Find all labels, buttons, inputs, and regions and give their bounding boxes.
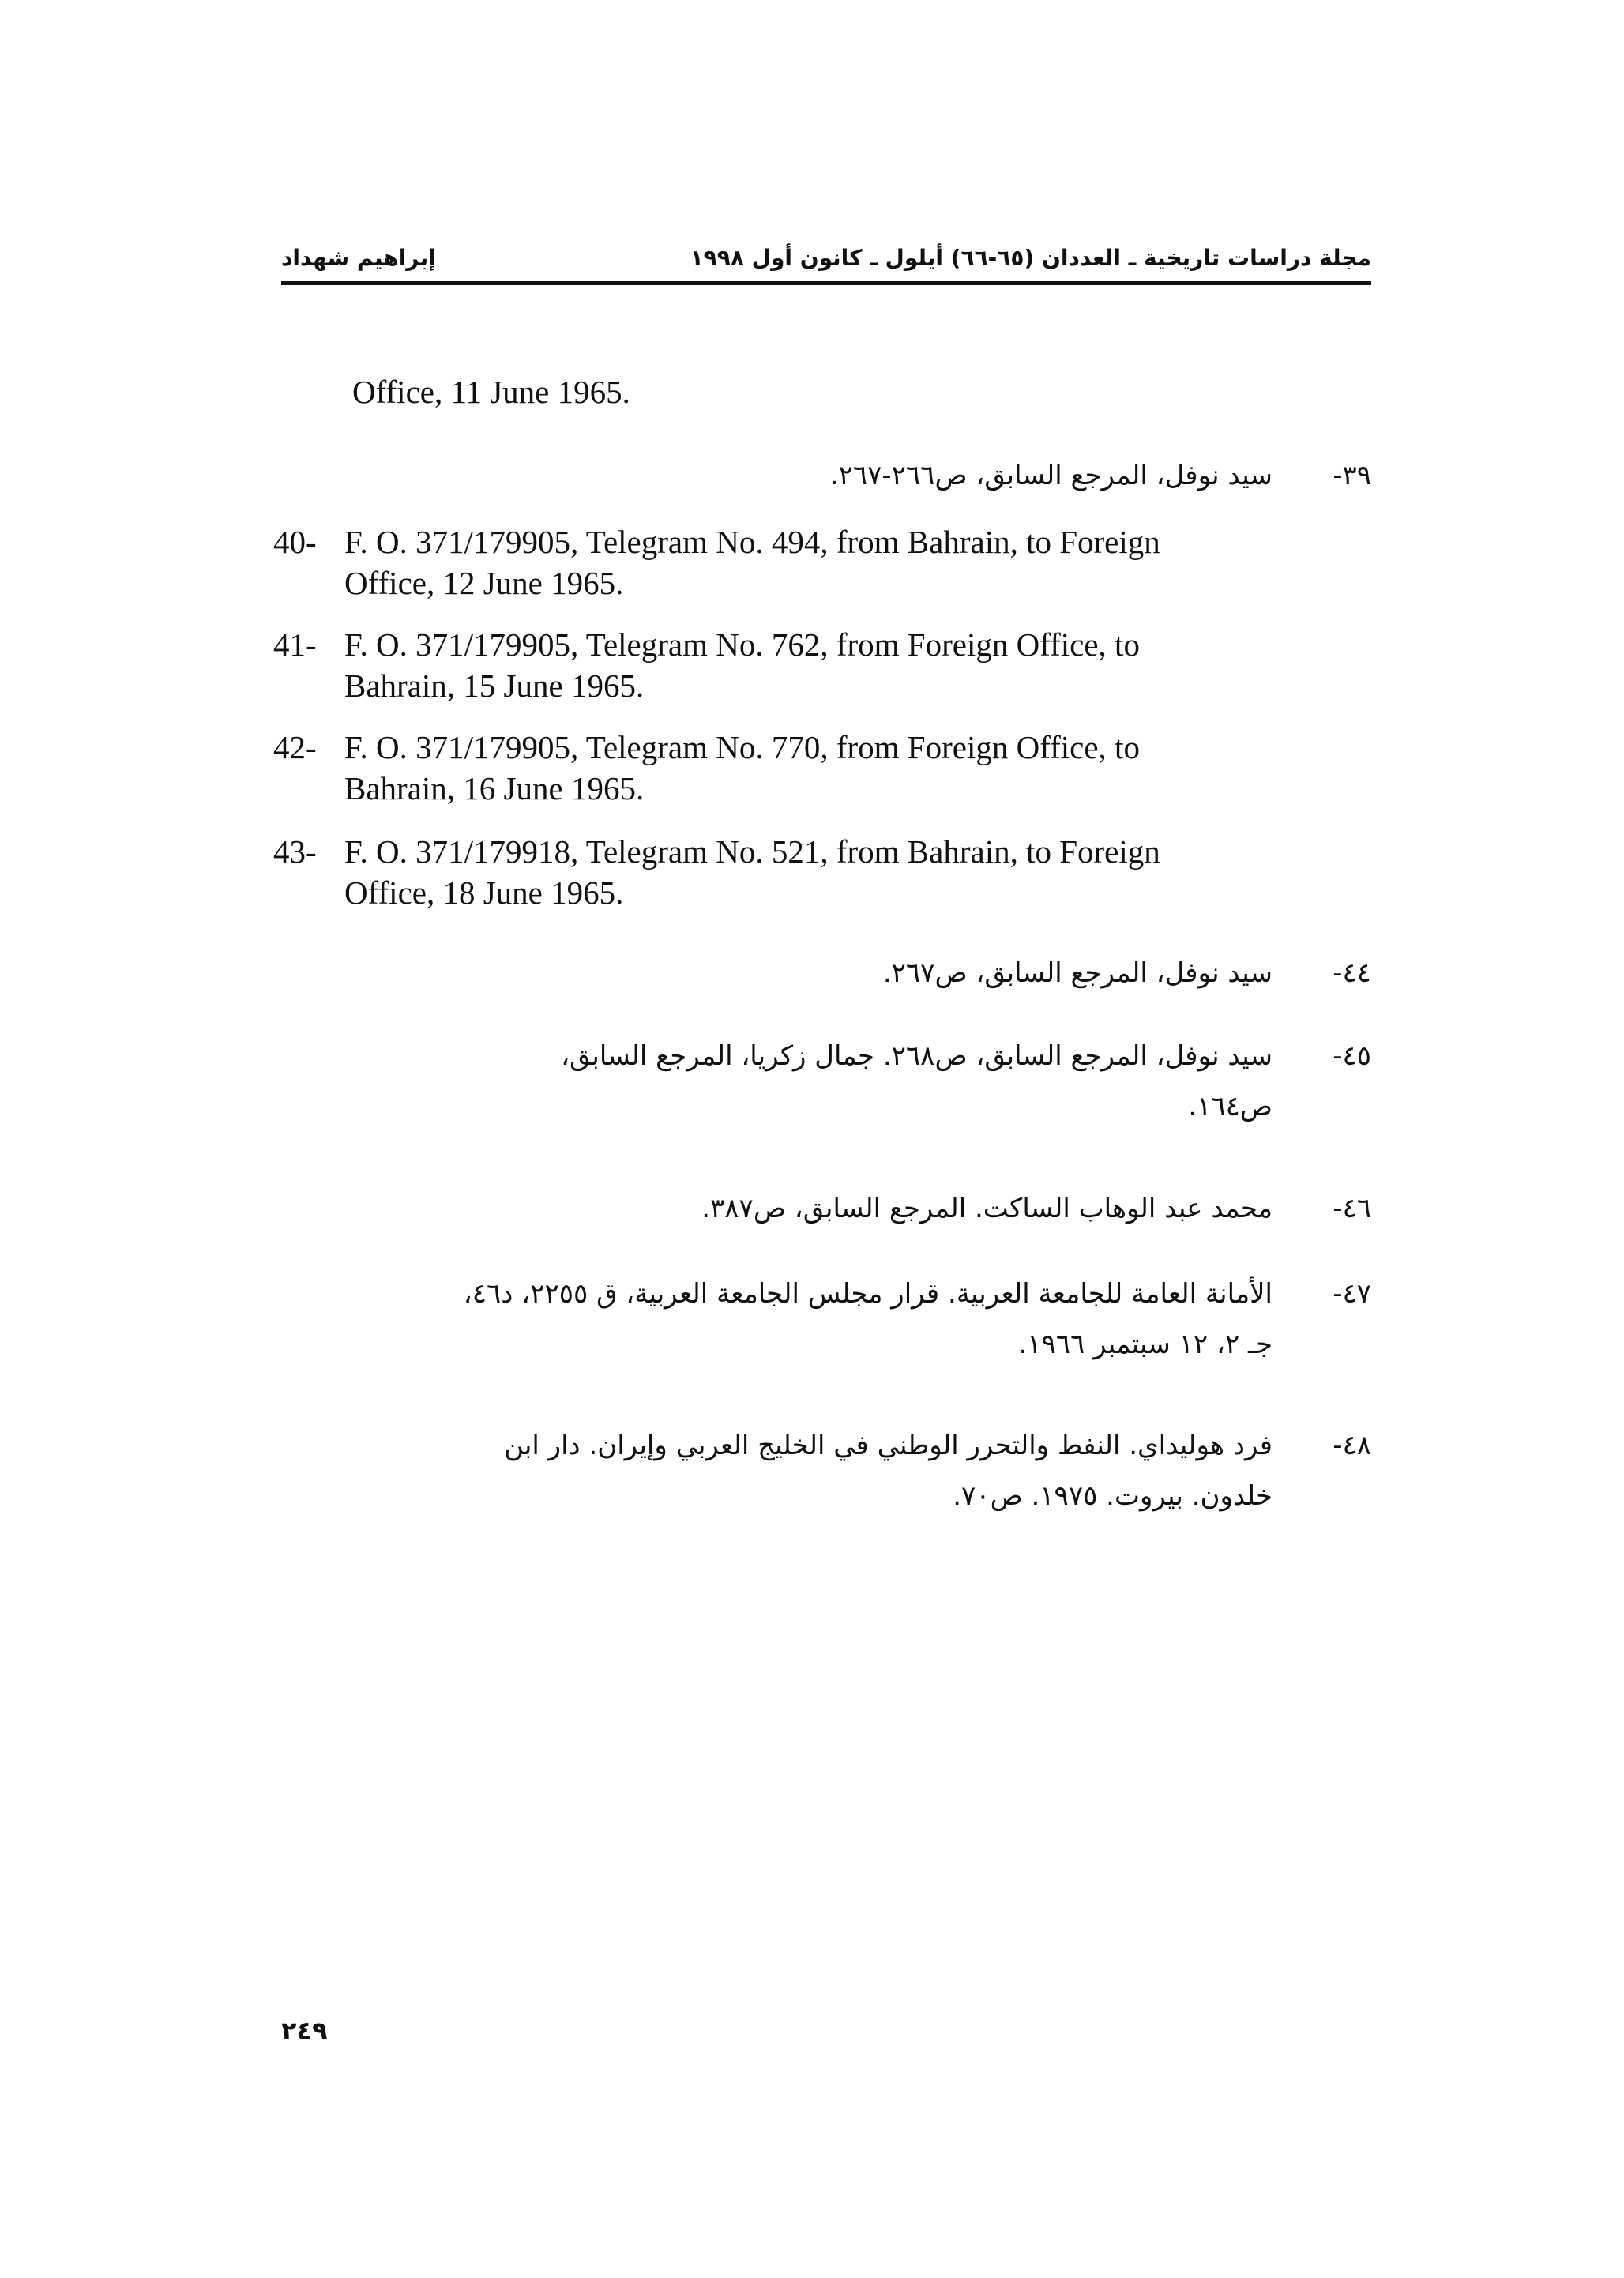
continuation-text (352, 371, 630, 412)
note-text: سيد نوفل، المرجع السابق، ص٢٦٦-٢٦٧. (829, 460, 1273, 491)
continuation-line: Office, 11 June 1965. (352, 374, 630, 410)
note-text-line1: فرد هوليداي. النفط والتحرر الوطني في الخليج العربي وإيران. دار ابن (504, 1430, 1273, 1461)
note-number: 43- (273, 833, 317, 870)
note-text-line1: محمد عبد الوهاب الساكت. المرجع السابق، ص٣٨٧. (701, 1193, 1273, 1224)
note-number: 40- (273, 524, 317, 560)
note-text-line1: F. O. 371/179905, Telegram No. 494, from Bahrain, to Foreign (344, 524, 1160, 560)
note-number: ٣٩- (1333, 460, 1371, 491)
page-number: ٢٤٩ (281, 2016, 328, 2046)
note-text-line1: F. O. 371/179905, Telegram No. 762, from Foreign Office, to (344, 626, 1140, 663)
note-text-line2: Office, 12 June 1965. (344, 565, 624, 601)
note-text-line2: ص١٦٤. (1188, 1091, 1273, 1122)
note-number: ٤٥- (1333, 1040, 1371, 1072)
note-text-line2: Office, 18 June 1965. (344, 874, 624, 911)
note-text-line2: جـ ٢، ١٢ سبتمبر ١٩٦٦. (1018, 1329, 1273, 1360)
header-rule (281, 281, 1371, 285)
note-number: ٤٨- (1333, 1430, 1371, 1461)
note-text-line1: سيد نوفل، المرجع السابق، ص٢٦٧. (882, 957, 1273, 989)
note-number: 42- (273, 729, 317, 765)
note-text-line1: سيد نوفل، المرجع السابق، ص٢٦٨. جمال زكريا، المرجع السابق، (561, 1040, 1273, 1072)
note-number: ٤٤- (1333, 957, 1371, 989)
note-text-line2: Bahrain, 16 June 1965. (344, 770, 645, 806)
author-name: إبراهيم شهداد (281, 245, 436, 271)
note-text-line2: خلدون. بيروت. ١٩٧٥. ص٧٠. (953, 1480, 1273, 1512)
note-text-line1: F. O. 371/179905, Telegram No. 770, from Foreign Office, to (344, 729, 1140, 765)
note-number: ٤٧- (1333, 1278, 1371, 1310)
journal-title: مجلة دراسات تاريخية ـ العددان (٦٥-٦٦) أيلول ـ كانون أول ١٩٩٨ (690, 245, 1371, 271)
note-number: ٤٦- (1333, 1193, 1371, 1224)
running-header (281, 237, 1371, 284)
note-text-line1: F. O. 371/179918, Telegram No. 521, from Bahrain, to Foreign (344, 833, 1160, 870)
note-text-line2: Bahrain, 15 June 1965. (344, 667, 645, 704)
note-number: 41- (273, 626, 317, 663)
note-text-line1: الأمانة العامة للجامعة العربية. قرار مجلس الجامعة العربية، ق ٢٢٥٥، د٤٦، (463, 1278, 1273, 1310)
